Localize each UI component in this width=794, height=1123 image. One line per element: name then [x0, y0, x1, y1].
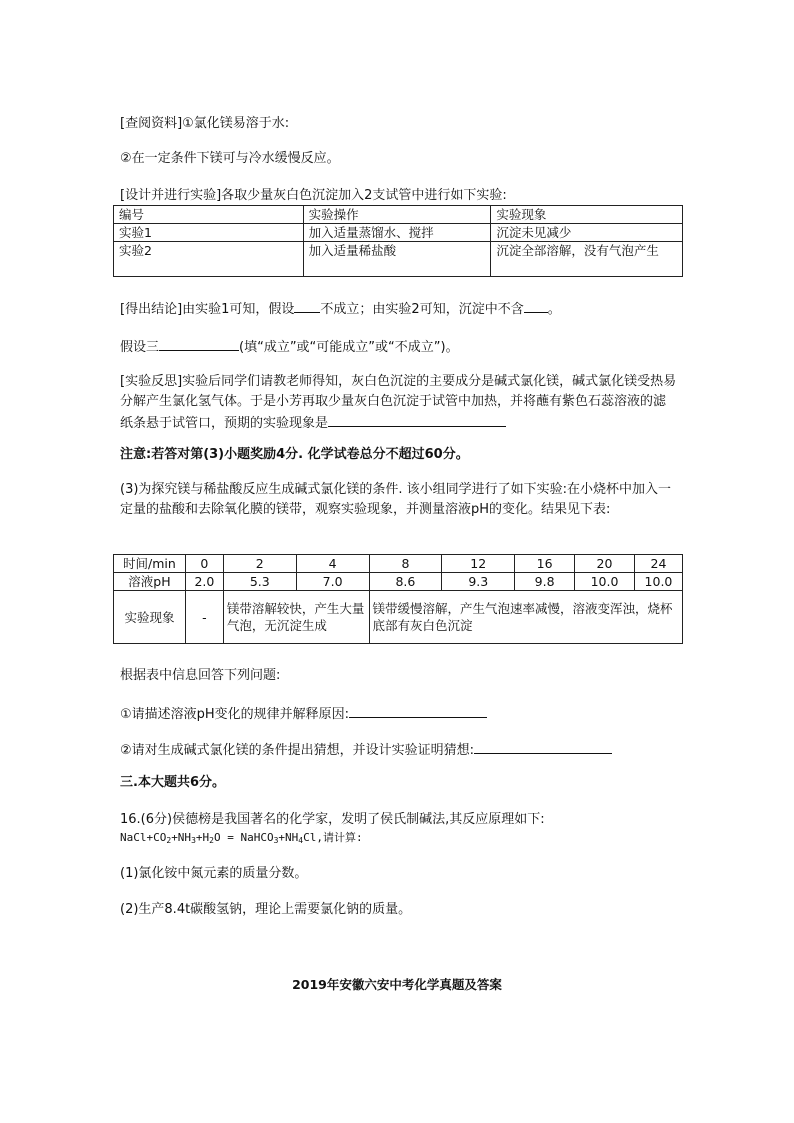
conclusion-line: [120, 298, 685, 320]
table-cell: 实验2: [114, 242, 304, 277]
table-cell: 加入适量蒸馏水、搅拌: [303, 224, 491, 242]
sub-question-2: [120, 739, 685, 761]
ph-label-cell: 溶液pH: [114, 573, 186, 591]
time-cell: 2: [223, 555, 296, 573]
hypothesis-three-line: [120, 336, 685, 358]
equation-part: NaCl+CO: [120, 831, 167, 844]
table-row: [114, 242, 683, 277]
table-row: [114, 206, 683, 224]
table-row: [114, 555, 683, 573]
answer-prompt: 根据表中信息回答下列问题:: [120, 668, 281, 683]
table-row: [114, 224, 683, 242]
conclusion-text-b: 不成立；由实验2可知，沉淀中不含: [320, 302, 524, 317]
ph-cell: 9.3: [442, 573, 515, 591]
time-cell: 8: [369, 555, 442, 573]
table-cell: 沉淀未见减少: [491, 224, 683, 242]
ph-cell: 10.0: [634, 573, 682, 591]
reference-info-line-1: [查阅资料]①氯化镁易溶于水:: [120, 116, 290, 131]
time-cell: 16: [515, 555, 575, 573]
answer-blank[interactable]: [159, 336, 239, 351]
equation-subscript: 4: [298, 836, 304, 845]
table-header-cell: 实验现象: [491, 206, 683, 224]
observation-cell: 镁带溶解较快，产生大量气泡，无沉淀生成: [223, 591, 369, 644]
table-row: [114, 591, 683, 644]
time-label-cell: 时间/min: [114, 555, 186, 573]
sub-question-2-text: ②请对生成碱式氯化镁的条件提出猜想，并设计实验证明猜想:: [120, 743, 475, 758]
experiment-design-line: [设计并进行实验]各取少量灰白色沉淀加入2支试管中进行如下实验:: [120, 188, 507, 203]
table-cell: 加入适量稀盐酸: [303, 242, 491, 277]
table-cell: 实验1: [114, 224, 304, 242]
answer-blank[interactable]: [328, 412, 506, 427]
ph-cell: 10.0: [575, 573, 635, 591]
conclusion-text-c: 。: [547, 302, 561, 317]
equation-part: +NH: [171, 831, 192, 844]
ph-table: [113, 554, 683, 644]
ph-cell: 2.0: [185, 573, 223, 591]
ph-cell: 7.0: [296, 573, 369, 591]
question-3-paragraph: (3)为探究镁与稀盐酸反应生成碱式氯化镁的条件. 该小组同学进行了如下实验:在小烧杯中加入一定量的盐酸和去除氧化膜的镁带，观察实验现象，并测量溶液pH的变化。结果见下表:: [120, 482, 672, 517]
reflection-text: [实验反思]实验后同学们请教老师得知，灰白色沉淀的主要成分是碱式氯化镁，碱式氯化镁受热易分解产生氯化氢气体。于是小芳再取少量灰白色沉淀于试管中加热，并将蘸有紫色石蕊溶液的滤纸条悬于试管口，预期的实验现象是: [120, 374, 677, 431]
hypothesis-text-a: 假设三: [120, 340, 160, 355]
table-cell: 沉淀全部溶解，没有气泡产生: [491, 242, 683, 277]
reference-info-line-2: ②在一定条件下镁可与冷水缓慢反应。: [120, 151, 340, 166]
document-footer-title: 2019年安徽六安中考化学真题及答案: [292, 977, 502, 992]
time-cell: 0: [185, 555, 223, 573]
hypothesis-text-b: (填“成立”或“可能成立”或“不成立”)。: [239, 340, 459, 355]
question-16-part-2: (2)生产8.4t碳酸氢钠，理论上需要氯化钠的质量。: [120, 902, 412, 917]
table-row: [114, 573, 683, 591]
time-cell: 4: [296, 555, 369, 573]
answer-blank[interactable]: [349, 703, 487, 718]
equation-part: Cl,请计算:: [303, 831, 363, 844]
table-header-cell: 编号: [114, 206, 304, 224]
time-cell: 20: [575, 555, 635, 573]
equation-subscript: 2: [209, 836, 214, 845]
sub-question-1-text: ①请描述溶液pH变化的规律并解释原因:: [120, 707, 350, 722]
answer-blank[interactable]: [294, 298, 320, 313]
conclusion-text-a: [得出结论]由实验1可知，假设: [120, 302, 295, 317]
observation-cell: 镁带缓慢溶解，产生气泡速率减慢，溶液变浑浊，烧杯底部有灰白色沉淀: [369, 591, 682, 644]
equation-part: +H: [195, 831, 210, 844]
equation-subscript: 3: [191, 836, 196, 845]
question-16-intro: 16.(6分)侯德榜是我国著名的化学家，发明了侯氏制碱法,其反应原理如下:: [120, 812, 545, 827]
reflection-paragraph: [120, 372, 678, 434]
answer-blank[interactable]: [474, 739, 612, 754]
chemical-equation: [120, 828, 685, 848]
equation-part: +NH: [278, 831, 299, 844]
experiment-table-1: [113, 205, 683, 277]
equation-subscript: 2: [166, 836, 172, 845]
observation-cell: -: [185, 591, 223, 644]
equation-part: O = NaHCO: [213, 831, 274, 844]
table-header-cell: 实验操作: [303, 206, 491, 224]
time-cell: 24: [634, 555, 682, 573]
bonus-note: 注意:若答对第(3)小题奖励4分. 化学试卷总分不超过60分。: [120, 447, 469, 462]
ph-cell: 5.3: [223, 573, 296, 591]
question-16-part-1: (1)氯化铵中氮元素的质量分数。: [120, 866, 308, 881]
ph-cell: 9.8: [515, 573, 575, 591]
sub-question-1: [120, 703, 685, 725]
observation-label-cell: 实验现象: [114, 591, 186, 644]
time-cell: 12: [442, 555, 515, 573]
ph-cell: 8.6: [369, 573, 442, 591]
section-three-heading: 三.本大题共6分。: [120, 775, 225, 790]
answer-blank[interactable]: [524, 298, 548, 313]
equation-subscript: 3: [273, 836, 279, 845]
